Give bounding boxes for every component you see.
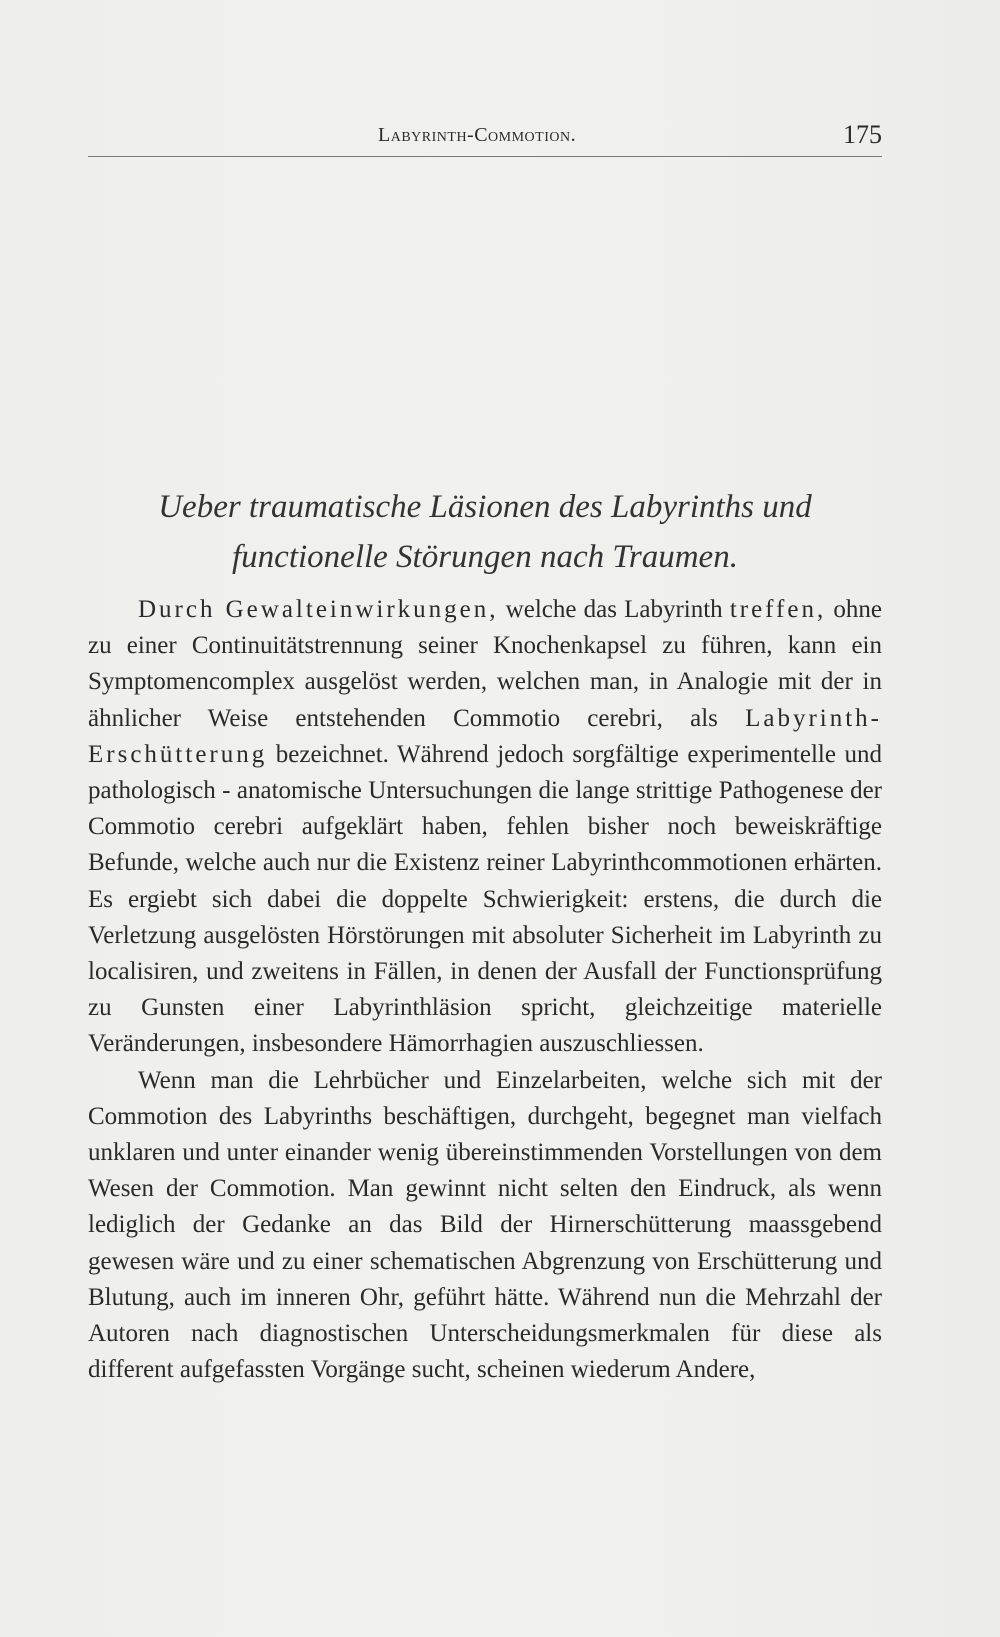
running-title: Labyrinth-Commotion. [378, 124, 577, 146]
page-number: 175 [843, 120, 882, 149]
spaced-term: Labyrinth-Erschütterung [88, 704, 882, 768]
paragraph-text: bezeichnet. Während jedoch sorgfältige experimentelle und pathologisch - anatomische Untersuchungen die lange strittige Pathogenese der Commotio cerebri aufgeklärt haben, fehlen bisher noch beweiskräftige Befunde, welche auch nur die Existenz reiner Labyrinthcommotionen erhärten. Es ergiebt sich dabei die doppelte Schwierigkeit: erstens, die durch die Verletzung ausgelösten Hörstörungen mit absoluter Sicherheit im Labyrinth zu localisiren, und zweitens in Fällen, in denen der Ausfall der Functionsprüfung zu Gunsten einer Labyrinthläsion spricht, gleichzeitige materielle Veränderungen, insbesondere Hämorrhagien auszuschliessen. [88, 740, 882, 1058]
spaced-text: treffen, [729, 596, 827, 623]
paragraph-1 [88, 592, 882, 1063]
paragraph-text: ohne zu einer Continuitätstrennung seiner Knochenkapsel zu führen, kann ein Symptomencomplex ausgelöst werden, welchen man, in Analogie mit der in ähnlicher Weise entstehenden Commotio cerebri, als [88, 596, 882, 732]
spaced-text: Durch Gewalteinwirkungen, [138, 596, 499, 623]
running-head [88, 120, 882, 157]
section-heading [88, 482, 882, 582]
heading-line-1: Ueber traumatische Läsionen des Labyrinths und [158, 489, 812, 525]
paragraph-text: welche das Labyrinth [498, 596, 730, 623]
paragraph-2: Wenn man die Lehrbücher und Einzelarbeiten, welche sich mit der Commotion des Labyrinths beschäftigen, durchgeht, begegnet man vielfach unklaren und unter einander wenig übereinstimmenden Vorstellungen von dem Wesen der Commotion. Man gewinnt nicht selten den Eindruck, als wenn lediglich der Gedanke an das Bild der Hirnerschütterung maassgebend gewesen wäre und zu einer schematischen Abgrenzung von Erschütterung und Blutung, auch im inneren Ohr, geführt hätte. Während nun die Mehrzahl der Autoren nach diagnostischen Unterscheidungsmerkmalen für diese als different aufgefassten Vorgänge sucht, scheinen wiederum Andere, [88, 1066, 882, 1384]
heading-line-2: functionelle Störungen nach Traumen. [232, 539, 738, 575]
body-text [88, 592, 882, 1388]
